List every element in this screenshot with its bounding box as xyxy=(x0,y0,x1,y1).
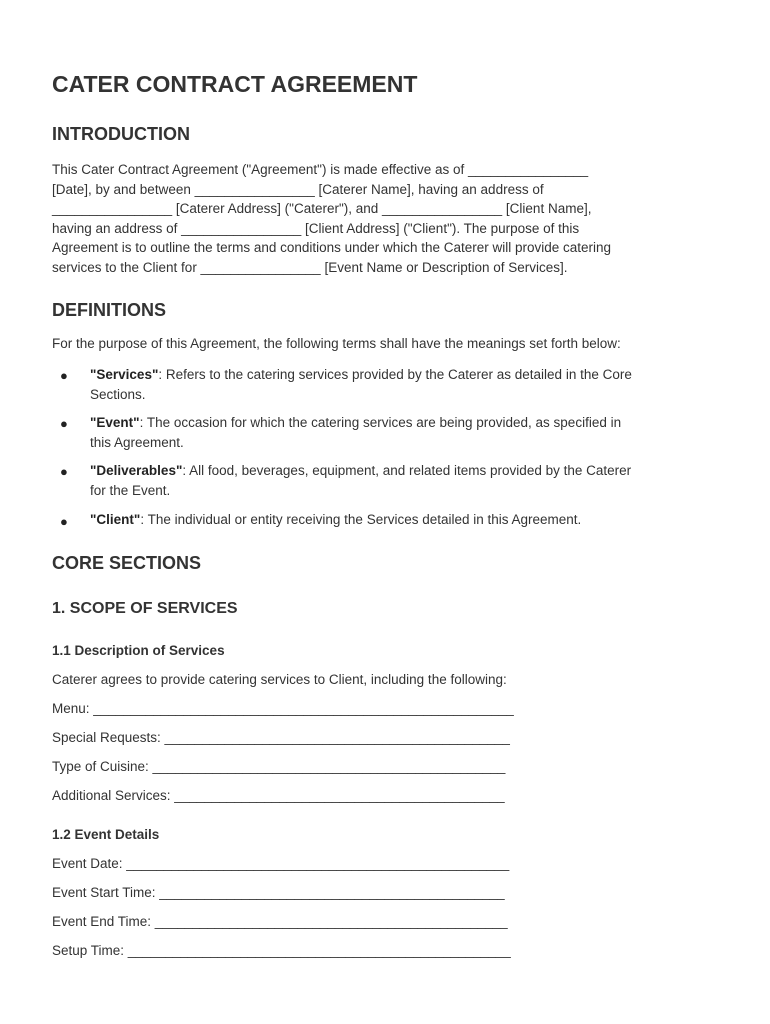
definition-term: "Client" xyxy=(90,512,141,527)
definition-item xyxy=(90,510,730,530)
definitions-intro: For the purpose of this Agreement, the following terms shall have the meanings set forth below: xyxy=(52,336,621,351)
intro-line: services to the Client for ________________ [Event Name or Description of Services]. xyxy=(52,259,568,275)
definition-text-cont: for the Event. xyxy=(90,482,171,498)
intro-line: having an address of ________________ [Client Address] ("Client"). The purpose of this xyxy=(52,220,580,236)
document-title: CATER CONTRACT AGREEMENT xyxy=(52,71,418,97)
definition-term: "Deliverables" xyxy=(90,463,183,478)
intro-line: [Date], by and between ________________ [Caterer Name], having an address of xyxy=(52,181,544,197)
introduction-heading: INTRODUCTION xyxy=(52,124,190,144)
special-requests-field[interactable]: Special Requests: ______________________________________________ xyxy=(52,730,510,745)
description-heading: 1.1 Description of Services xyxy=(52,643,225,658)
definition-text-cont: this Agreement. xyxy=(90,434,184,450)
definition-term: "Event" xyxy=(90,415,140,430)
event-details-heading: 1.2 Event Details xyxy=(52,827,160,842)
bullet-icon: ● xyxy=(60,416,68,431)
description-intro: Caterer agrees to provide catering services to Client, including the following: xyxy=(52,672,507,687)
definition-text: : The individual or entity receiving the Services detailed in this Agreement. xyxy=(140,512,582,527)
core-sections-heading: CORE SECTIONS xyxy=(52,553,202,573)
event-end-time-field[interactable]: Event End Time: _______________________________________________ xyxy=(52,914,508,929)
intro-line: Agreement is to outline the terms and conditions under which the Caterer will provide catering xyxy=(52,240,612,256)
menu-field[interactable]: Menu: ________________________________________________________ xyxy=(52,701,514,716)
intro-line: ________________ [Caterer Address] ("Caterer"), and ________________ [Client Name], xyxy=(52,201,592,217)
definition-item xyxy=(90,461,730,500)
definition-item xyxy=(90,365,730,404)
bullet-icon: ● xyxy=(60,514,68,529)
definition-text: : The occasion for which the catering services are being provided, as specified in xyxy=(139,415,622,430)
definition-text-cont: Sections. xyxy=(90,386,146,402)
definition-term: "Services" xyxy=(90,367,159,382)
definition-item xyxy=(90,413,730,452)
introduction-paragraph xyxy=(52,160,722,278)
definition-text: : Refers to the catering services provided by the Caterer as detailed in the Core xyxy=(158,367,632,382)
additional-services-field[interactable]: Additional Services: ____________________________________________ xyxy=(52,788,505,803)
setup-time-field[interactable]: Setup Time: ___________________________________________________ xyxy=(52,943,511,958)
bullet-icon: ● xyxy=(60,368,68,383)
event-date-field[interactable]: Event Date: ___________________________________________________ xyxy=(52,856,510,871)
event-start-time-field[interactable]: Event Start Time: ______________________________________________ xyxy=(52,885,505,900)
definitions-heading: DEFINITIONS xyxy=(52,300,167,320)
scope-heading: 1. SCOPE OF SERVICES xyxy=(52,600,238,617)
cuisine-type-field[interactable]: Type of Cuisine: _______________________________________________ xyxy=(52,759,506,774)
bullet-icon: ● xyxy=(60,464,68,479)
intro-line: This Cater Contract Agreement ("Agreement") is made effective as of ________________ xyxy=(52,162,589,177)
definition-text: : All food, beverages, equipment, and related items provided by the Caterer xyxy=(182,463,632,478)
